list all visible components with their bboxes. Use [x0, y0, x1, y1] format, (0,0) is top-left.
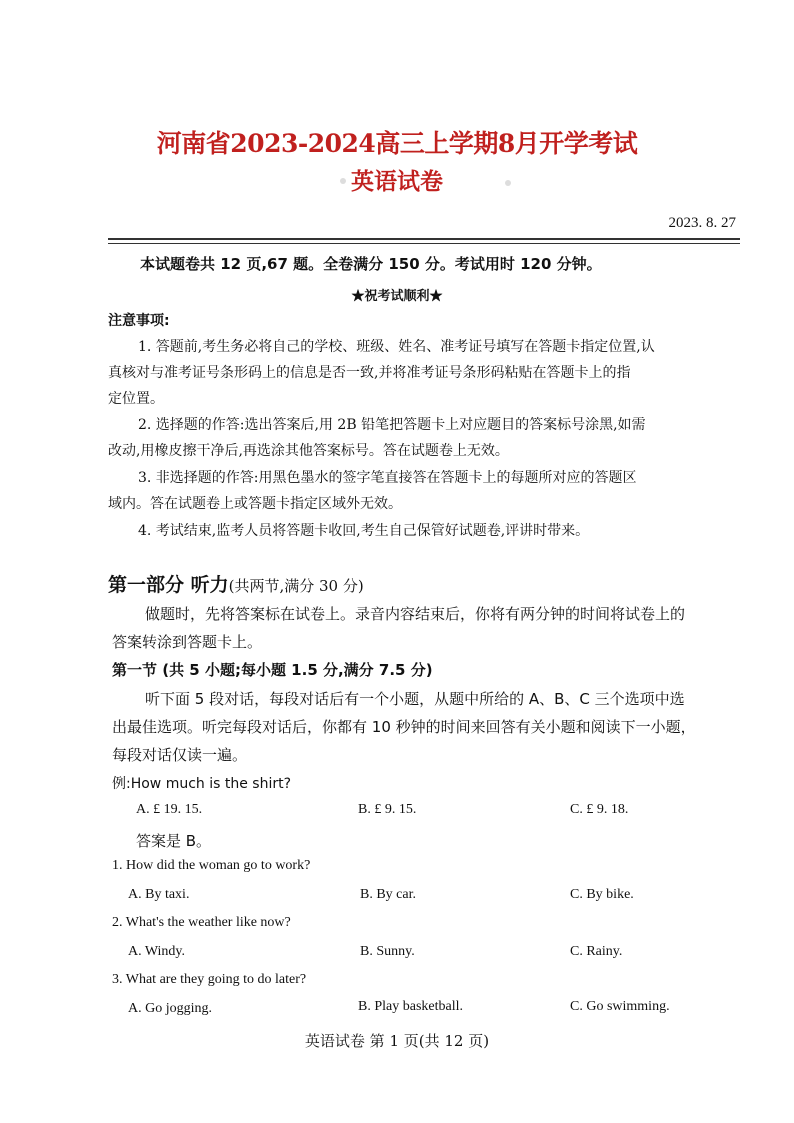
scan-smudge — [505, 180, 511, 186]
example-question: 例:How much is the shirt? — [112, 776, 292, 792]
example-option-a: A. £ 19. 15. — [136, 802, 203, 817]
section1-instr: 每段对话仅读一遍。 — [112, 746, 248, 764]
question-1-option-b: B. By car. — [360, 887, 416, 902]
exam-intro: 本试题卷共 12 页,67 题。全卷满分 150 分。考试用时 120 分钟。 — [140, 255, 602, 273]
question-2-option-a: A. Windy. — [128, 944, 185, 959]
note-line: 定位置。 — [108, 391, 164, 407]
question-3-option-a: A. Go jogging. — [128, 1001, 212, 1016]
part1-heading-main: 第一部分 听力 — [108, 574, 229, 596]
section1-instr: 出最佳选项。听完每段对话后，你都有 10 秒钟的时间来回答有关小题和阅读下一小题， — [112, 718, 696, 736]
note-line: 真核对与准考证号条形码上的信息是否一致,并将准考证号条形码粘贴在答题卡上的指 — [108, 365, 631, 381]
exam-title: 河南省2023-2024高三上学期8月开学考试 — [156, 129, 638, 158]
question-1-option-c: C. By bike. — [570, 887, 634, 902]
note-line: 改动,用橡皮擦干净后,再选涂其他答案标号。答在试题卷上无效。 — [108, 443, 509, 459]
question-2: 2. What's the weather like now? — [112, 915, 291, 930]
scan-smudge — [340, 178, 346, 184]
part1-instr: 做题时，先将答案标在试卷上。录音内容结束后，你将有两分钟的时间将试卷上的 — [145, 605, 686, 623]
question-2-option-b: B. Sunny. — [360, 944, 415, 959]
example-option-c: C. £ 9. 18. — [570, 802, 629, 817]
notes-heading: 注意事项: — [108, 313, 170, 329]
part1-heading — [108, 570, 364, 597]
example-option-b: B. £ 9. 15. — [358, 802, 417, 817]
exam-subtitle: 英语试卷 — [351, 168, 443, 195]
part1-heading-rest: (共两节,满分 30 分) — [228, 577, 364, 595]
section1-heading: 第一节 (共 5 小题;每小题 1.5 分,满分 7.5 分) — [112, 661, 433, 679]
good-luck: ★祝考试顺利★ — [351, 289, 443, 304]
question-2-option-c: C. Rainy. — [570, 944, 623, 959]
question-1: 1. How did the woman go to work? — [112, 858, 311, 873]
example-answer: 答案是 B。 — [136, 832, 212, 850]
question-3: 3. What are they going to do later? — [112, 972, 307, 987]
note-line: 3. 非选择题的作答:用黑色墨水的签字笔直接答在答题卡上的每题所对应的答题区 — [138, 470, 637, 486]
exam-date: 2023. 8. 27 — [668, 215, 736, 231]
question-1-option-a: A. By taxi. — [128, 887, 190, 902]
question-3-option-c: C. Go swimming. — [570, 999, 670, 1014]
header-rule-thin — [108, 243, 740, 244]
page-footer: 英语试卷 第 1 页(共 12 页) — [304, 1032, 490, 1050]
note-line: 域内。答在试题卷上或答题卡指定区域外无效。 — [108, 496, 402, 512]
section1-instr: 听下面 5 段对话，每段对话后有一个小题，从题中所给的 A、B、C 三个选项中选 — [145, 690, 685, 708]
header-rule — [108, 238, 740, 240]
question-3-option-b: B. Play basketball. — [358, 999, 463, 1014]
note-line: 1. 答题前,考生务必将自己的学校、班级、姓名、准考证号填写在答题卡指定位置,认 — [138, 339, 655, 355]
note-line: 4. 考试结束,监考人员将答题卡收回,考生自己保管好试题卷,评讲时带来。 — [138, 523, 590, 539]
note-line: 2. 选择题的作答:选出答案后,用 2B 铅笔把答题卡上对应题目的答案标号涂黑,如需 — [138, 417, 646, 433]
part1-instr: 答案转涂到答题卡上。 — [112, 633, 263, 651]
